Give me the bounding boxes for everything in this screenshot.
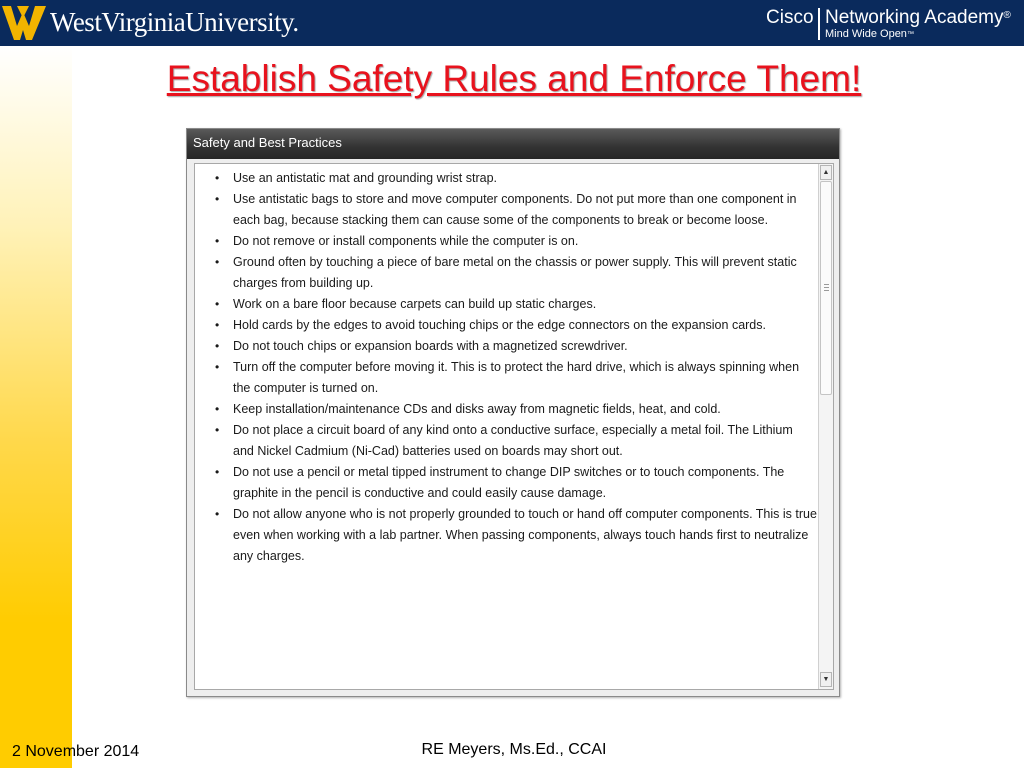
scroll-down-button[interactable]: ▼ xyxy=(820,672,832,687)
cisco-wordmark: Cisco xyxy=(766,7,814,28)
list-item: • Turn off the computer before moving it. This is to protect the hard drive, which is always spinning when the computer is turned on. xyxy=(195,357,817,399)
registered-mark: ® xyxy=(1003,10,1011,21)
safety-dialog xyxy=(186,128,840,697)
list-item: • Work on a bare floor because carpets can build up static charges. xyxy=(195,294,817,315)
academy-name-text: Networking Academy xyxy=(825,7,1004,28)
grip-line xyxy=(824,290,829,291)
trademark-mark: ™ xyxy=(906,31,914,38)
header-banner xyxy=(0,0,1024,46)
list-item: • Do not remove or install components while the computer is on. xyxy=(195,231,817,252)
list-item: • Use an antistatic mat and grounding wrist strap. xyxy=(195,168,817,189)
scroll-thumb[interactable] xyxy=(820,181,832,395)
dialog-titlebar xyxy=(187,129,839,159)
logo-divider xyxy=(818,8,820,40)
list-item: • Keep installation/maintenance CDs and disks away from magnetic fields, heat, and cold. xyxy=(195,399,817,420)
list-item: • Do not touch chips or expansion boards with a magnetized screwdriver. xyxy=(195,336,817,357)
scroll-up-button[interactable]: ▲ xyxy=(820,165,832,180)
footer-date: 2 November 2014 xyxy=(12,743,140,760)
cisco-academy-logo xyxy=(766,5,1016,43)
side-gradient-bar xyxy=(0,46,72,768)
list-item: • Do not allow anyone who is not properly grounded to touch or hand off computer components. This is true even when working with a lab partner. When passing components, always touch hands first to neutralize any charges. xyxy=(195,504,817,567)
vertical-scrollbar[interactable] xyxy=(818,164,833,689)
grip-line xyxy=(824,284,829,285)
academy-tagline xyxy=(825,28,914,41)
academy-name xyxy=(825,7,1011,29)
safety-list xyxy=(195,168,817,567)
list-item: • Do not use a pencil or metal tipped instrument to change DIP switches or to touch components. The graphite in the pencil is conductive and could easily cause damage. xyxy=(195,462,817,504)
dialog-content xyxy=(194,163,834,690)
university-name: WestVirginiaUniversity. xyxy=(50,7,299,37)
list-item: • Hold cards by the edges to avoid touching chips or the edge connectors on the expansion cards. xyxy=(195,315,817,336)
tagline-text: Mind Wide Open xyxy=(825,28,907,40)
list-item: • Ground often by touching a piece of bare metal on the chassis or power supply. This will prevent static charges from building up. xyxy=(195,252,817,294)
dialog-title: Safety and Best Practices xyxy=(193,135,342,150)
slide-title: Establish Safety Rules and Enforce Them! xyxy=(166,58,862,99)
wvu-logo-icon xyxy=(2,4,46,42)
footer-author: RE Meyers, Ms.Ed., CCAI xyxy=(421,741,607,758)
list-item: • Do not place a circuit board of any kind onto a conductive surface, especially a metal foil. The Lithium and Nickel Cadmium (Ni-Cad) batteries used on boards may short out. xyxy=(195,420,817,462)
grip-line xyxy=(824,287,829,288)
list-item: • Use antistatic bags to store and move computer components. Do not put more than one component in each bag, because stacking them can cause some of the components to break or become loose. xyxy=(195,189,817,231)
